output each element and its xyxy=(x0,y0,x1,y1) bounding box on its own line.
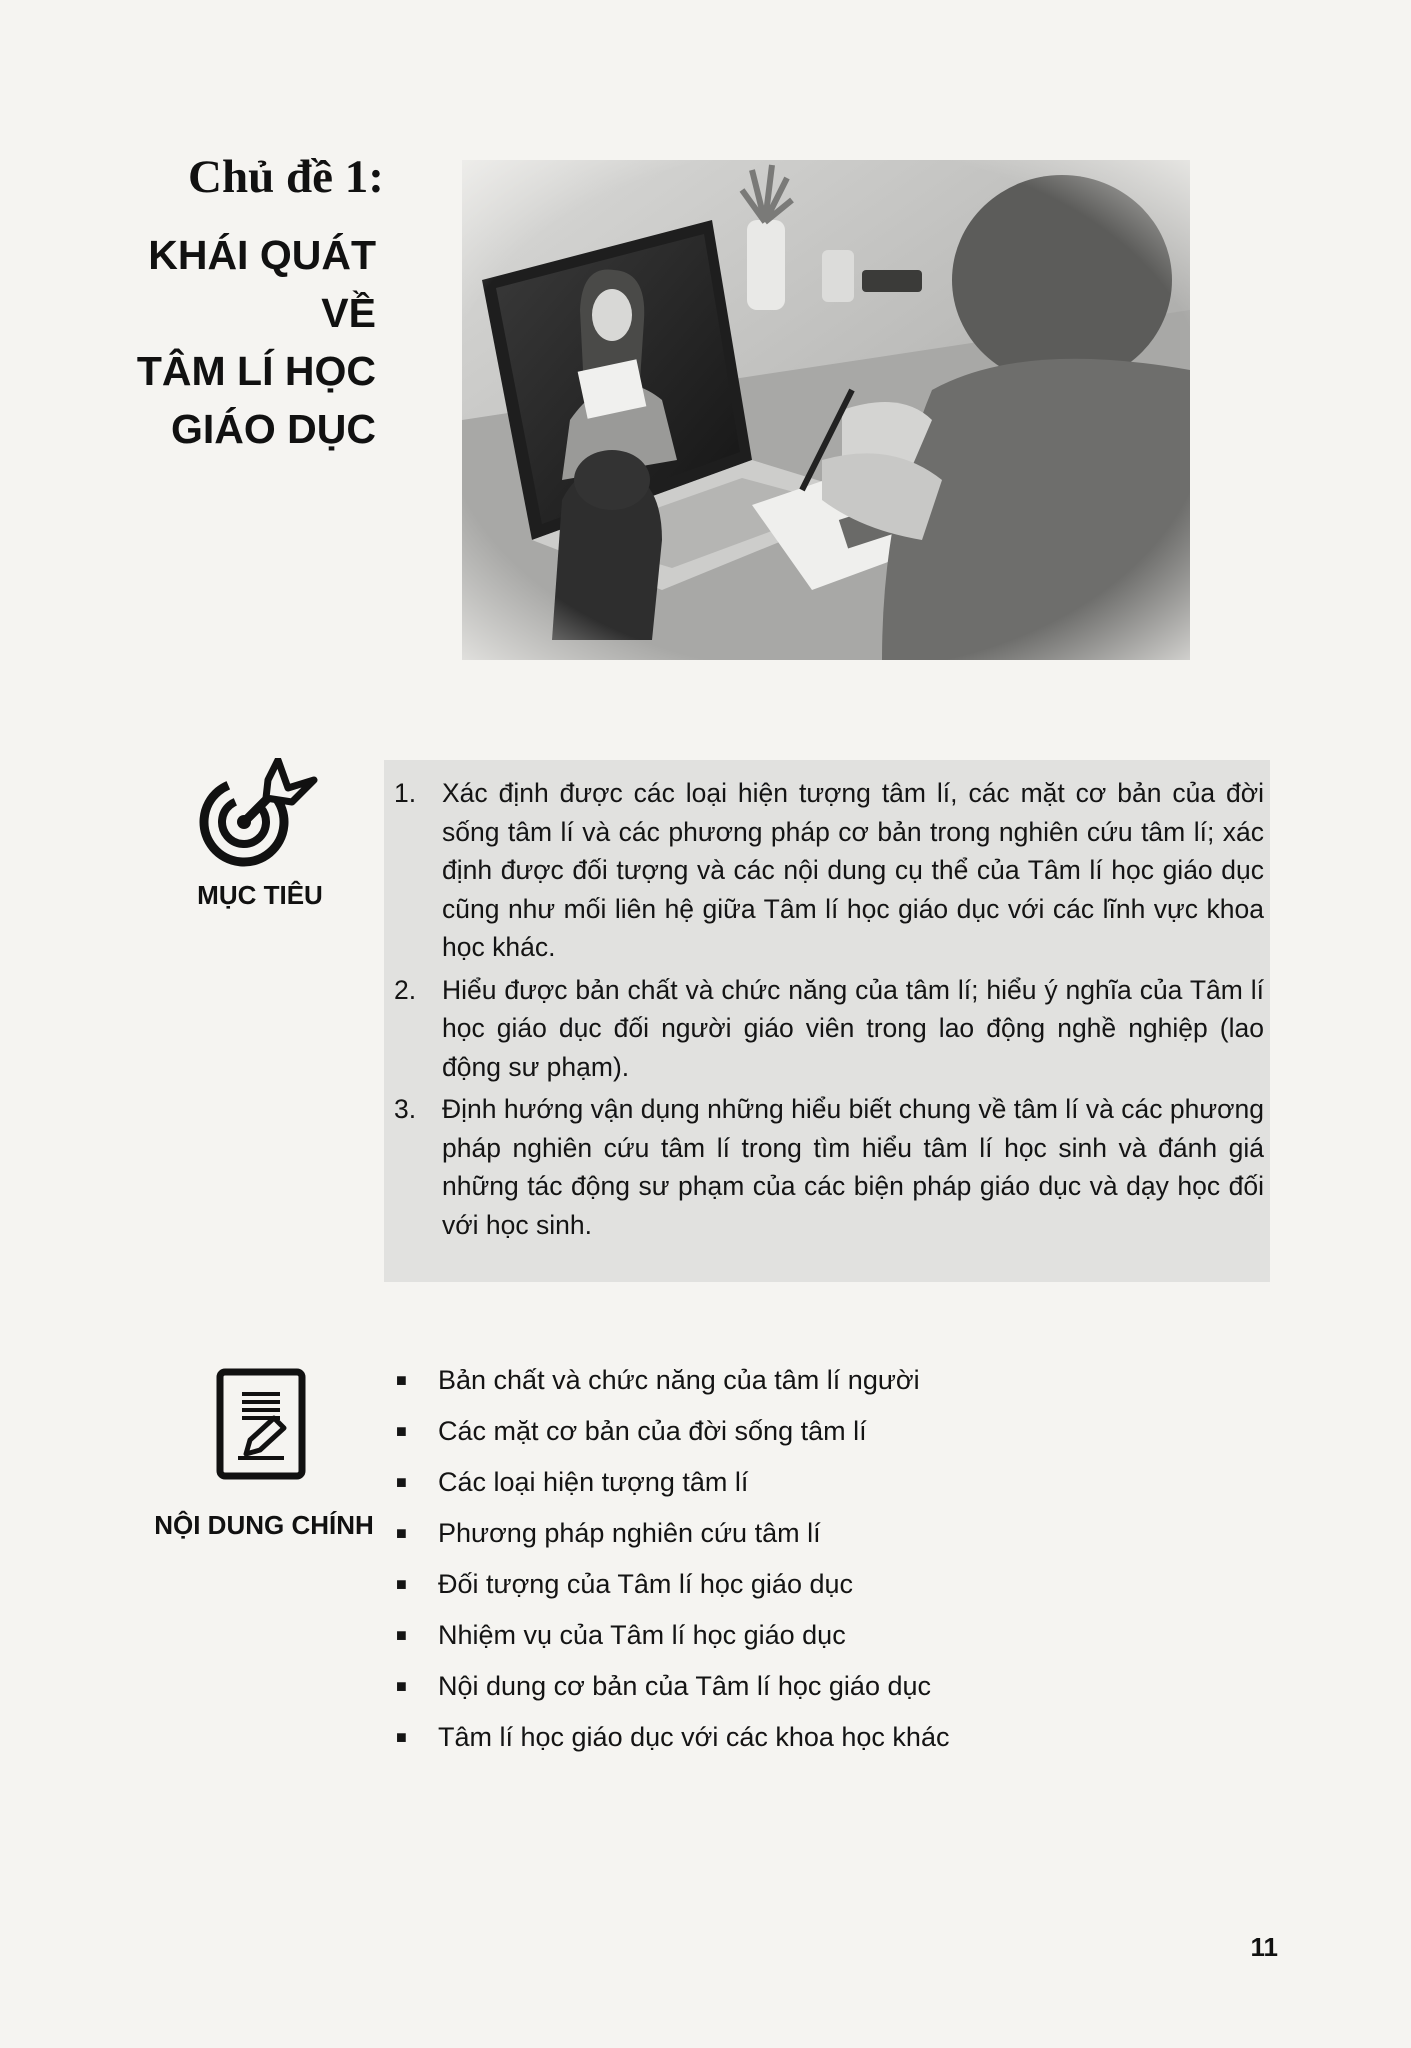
list-item xyxy=(396,1511,1216,1562)
chapter-title-line: VỀ xyxy=(321,290,376,336)
chapter-title-line: KHÁI QUÁT xyxy=(148,232,376,278)
list-item-text: Phương pháp nghiên cứu tâm lí xyxy=(438,1518,821,1548)
bullet-icon: ■ xyxy=(396,1574,407,1594)
list-item-text: Tâm lí học giáo dục với các khoa học khác xyxy=(438,1722,950,1752)
list-item xyxy=(396,1562,1216,1613)
objective-item xyxy=(394,971,1264,1087)
list-item-text: Nhiệm vụ của Tâm lí học giáo dục xyxy=(438,1620,846,1650)
objective-number: 2. xyxy=(394,974,417,1005)
objective-text: Xác định được các loại hiện tượng tâm lí, các mặt cơ bản của đời sống tâm lí và các phương pháp cơ bản trong nghiên cứu tâm lí; xác định được đối tượng và các nội dung cụ thể của Tâm lí học giáo dục cũng như mối liên hệ giữa Tâm lí học giáo dục với các lĩnh vực khoa học khác. xyxy=(442,778,1264,962)
objectives-list xyxy=(394,774,1264,1248)
target-arrow-icon xyxy=(196,758,320,868)
bullet-icon: ■ xyxy=(396,1676,407,1696)
list-item-text: Các mặt cơ bản của đời sống tâm lí xyxy=(438,1416,867,1446)
video-call-photo xyxy=(462,160,1190,660)
chapter-title xyxy=(120,226,376,458)
objective-item xyxy=(394,774,1264,967)
list-item xyxy=(396,1613,1216,1664)
page-number: 11 xyxy=(1250,1932,1278,1962)
main-content-list xyxy=(396,1358,1216,1766)
bullet-icon: ■ xyxy=(396,1421,407,1441)
chapter-title-line: GIÁO DỤC xyxy=(171,406,376,452)
chapter-title-line: TÂM LÍ HỌC xyxy=(136,348,376,394)
objective-text: Định hướng vận dụng những hiểu biết chung về tâm lí và các phương pháp nghiên cứu tâm lí trong tìm hiểu tâm lí học sinh và đánh giá những tác động sư phạm của các biện pháp giáo dục và dạy học đối với học sinh. xyxy=(442,1094,1264,1240)
list-item xyxy=(396,1409,1216,1460)
objective-number: 3. xyxy=(394,1094,417,1124)
objective-number: 1. xyxy=(394,778,417,808)
list-item-text: Nội dung cơ bản của Tâm lí học giáo dục xyxy=(438,1671,932,1701)
list-item xyxy=(396,1460,1216,1511)
list-item-text: Đối tượng của Tâm lí học giáo dục xyxy=(438,1569,853,1599)
objective-item xyxy=(394,1090,1264,1244)
list-item xyxy=(396,1664,1216,1715)
bullet-icon: ■ xyxy=(396,1472,407,1492)
bullet-icon: ■ xyxy=(396,1625,407,1645)
bullet-icon: ■ xyxy=(396,1370,407,1390)
list-item-text: Bản chất và chức năng của tâm lí người xyxy=(438,1365,920,1395)
list-item xyxy=(396,1358,1216,1409)
main-content-heading: NỘI DUNG CHÍNH xyxy=(154,1510,374,1540)
document-pen-icon xyxy=(216,1368,306,1480)
bullet-icon: ■ xyxy=(396,1523,407,1543)
objective-text: Hiểu được bản chất và chức năng của tâm lí; hiểu ý nghĩa của Tâm lí học giáo dục đối người giáo viên trong lao động nghề nghiệp (lao động sư phạm). xyxy=(442,974,1264,1082)
chapter-label: Chủ đề 1: xyxy=(188,151,384,203)
list-item-text: Các loại hiện tượng tâm lí xyxy=(438,1467,749,1497)
objectives-heading: MỤC TIÊU xyxy=(197,880,323,910)
bullet-icon: ■ xyxy=(396,1727,407,1747)
list-item xyxy=(396,1715,1216,1766)
